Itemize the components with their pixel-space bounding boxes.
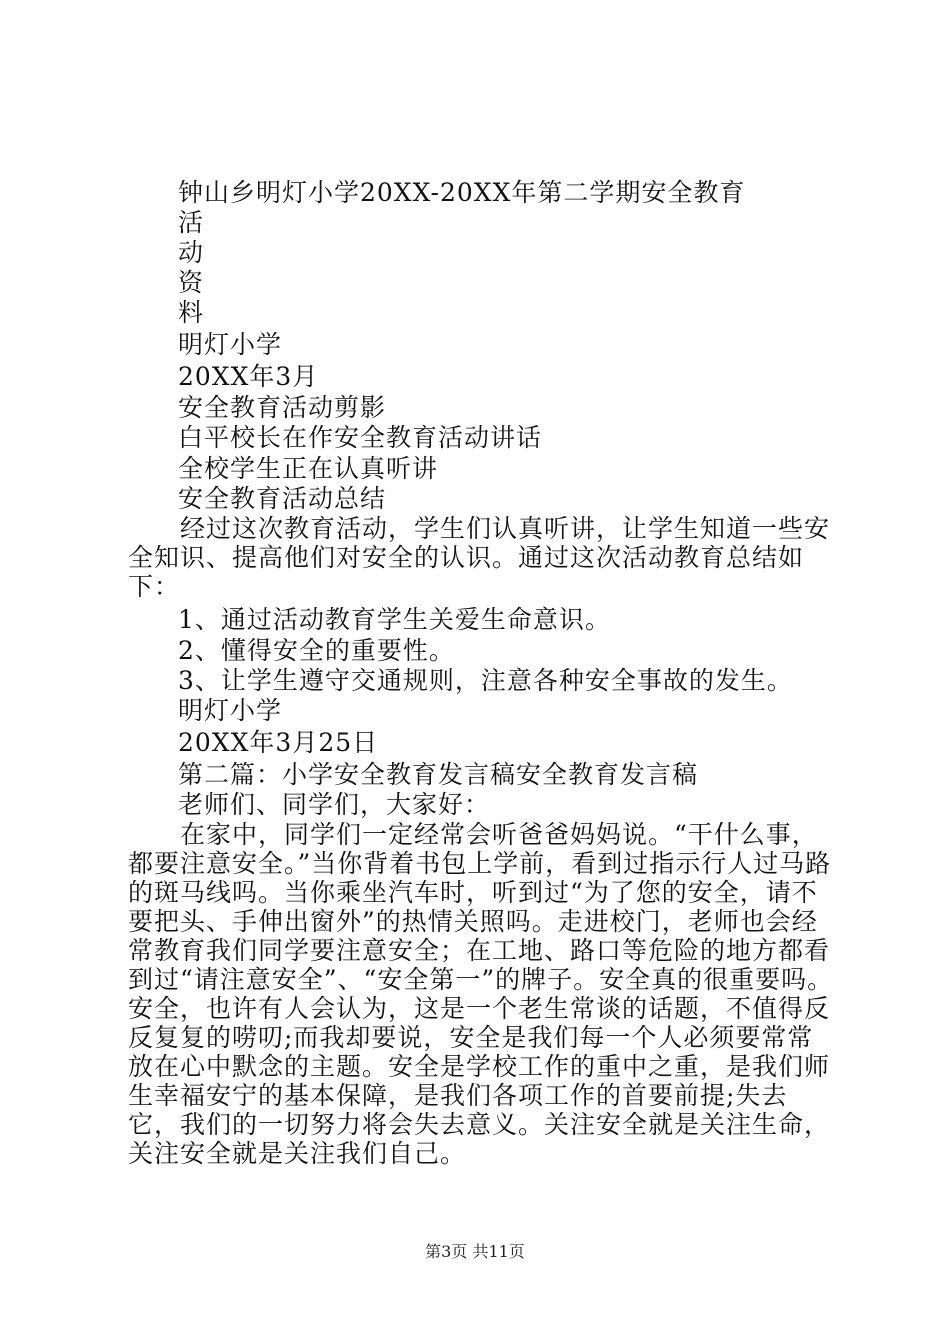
section-title: 第二篇：小学安全教育发言稿安全教育发言稿 <box>178 760 699 789</box>
summary-text: 经过这次教育活动，学生们认真听讲，让学生知道一些安全知识、提高他们对安全的认识。通过这次活动教育总结如下： <box>128 514 831 601</box>
issue-date: 20XX年3月 <box>178 362 319 391</box>
list-item: 1、通过活动教育学生关爱生命意识。 <box>178 605 611 634</box>
title-char: 活 <box>178 208 205 237</box>
signature: 明灯小学 <box>178 696 283 725</box>
photo-caption: 全校学生正在认真听讲 <box>178 454 439 483</box>
signature-date: 20XX年3月25日 <box>178 728 379 757</box>
speech-body <box>128 820 834 1168</box>
page-footer: 第3页 共11页 <box>425 1242 525 1261</box>
photo-caption: 白平校长在作安全教育活动讲话 <box>178 423 543 452</box>
greeting: 老师们、同学们，大家好： <box>178 790 491 819</box>
section-heading: 安全教育活动剪影 <box>178 393 387 422</box>
list-item: 2、懂得安全的重要性。 <box>178 636 455 665</box>
document-title: 钟山乡明灯小学20XX-20XX年第二学期安全教育 <box>178 178 746 207</box>
title-char: 料 <box>178 298 205 327</box>
list-item: 3、让学生遵守交通规则，注意各种安全事故的发生。 <box>178 666 793 695</box>
title-char: 动 <box>178 238 205 267</box>
school-name: 明灯小学 <box>178 330 283 359</box>
summary-paragraph <box>128 514 834 601</box>
speech-text: 在家中，同学们一定经常会听爸爸妈妈说。“干什么事，都要注意安全。”当你背着书包上学前，看到过指示行人过马路的斑马线吗。当你乘坐汽车时，听到过“为了您的安全，请不要把头、手伸出窗外”的热情关照吗。走进校门，老师也会经常教育我们同学要注意安全；在工地、路口等危险的地方都看到过“请注意安全”、“安全第一”的牌子。安全真的很重要吗。安全，也许有人会认为，这是一个老生常谈的话题，不值得反反复复的唠叨;而我却要说，安全是我们每一个人必须要常常放在心中默念的主题。安全是学校工作的重中之重，是我们师生幸福安宁的基本保障，是我们各项工作的首要前提;失去它，我们的一切努力将会失去意义。关注安全就是关注生命，关注安全就是关注我们自己。 <box>128 820 834 1168</box>
title-char: 资 <box>178 268 205 297</box>
section-heading: 安全教育活动总结 <box>178 484 387 513</box>
